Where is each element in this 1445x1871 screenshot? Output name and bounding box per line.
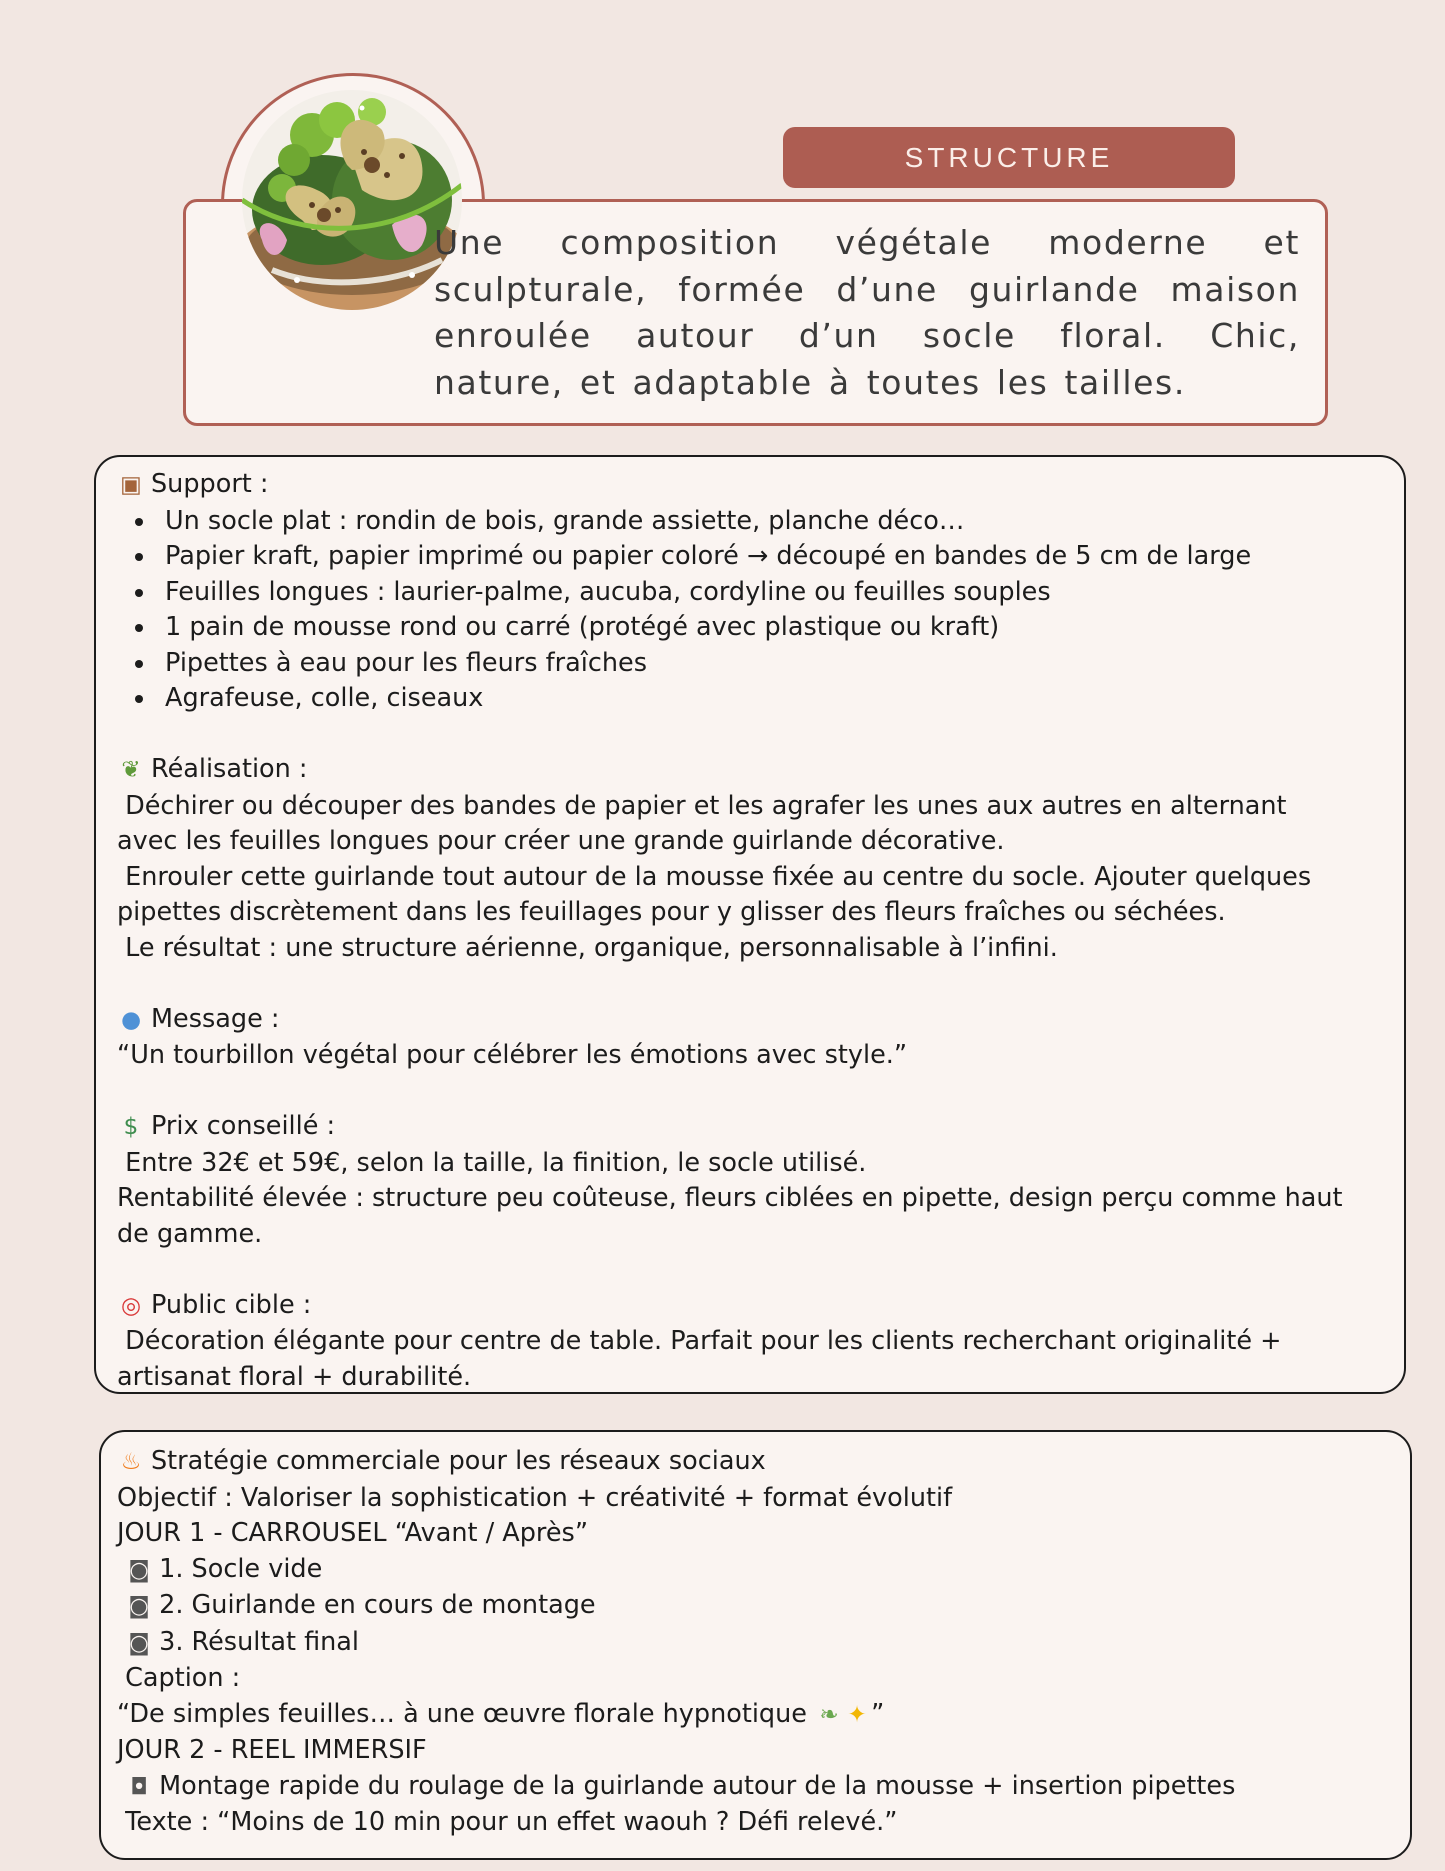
speech-bubble-icon: ● [120, 1006, 142, 1033]
structure-banner-label: STRUCTURE [904, 141, 1114, 173]
day1-heading: JOUR 1 - CARROUSEL “Avant / Après” [117, 1518, 589, 1548]
structure-banner [783, 127, 1235, 188]
video-camera-icon: ◘ [130, 1774, 148, 1800]
day1-item [117, 1552, 1396, 1589]
price-heading [117, 1109, 1390, 1146]
strategy-content [117, 1444, 1396, 1841]
sparkles-icon: ✦ [847, 1701, 867, 1728]
caption-end: ” [871, 1698, 885, 1729]
list-item: Feuilles longues : laurier-palme, aucuba, cordyline ou feuilles souples [117, 575, 1390, 611]
list-item: Papier kraft, papier imprimé ou papier coloré → découpé en bandes de 5 cm de large [117, 539, 1390, 575]
fire-icon: ♨ [120, 1449, 142, 1475]
message-title: Message : [151, 1003, 280, 1034]
caption-line [117, 1697, 1396, 1734]
floral-arrangement-illustration [242, 90, 462, 310]
price-title: Prix conseillé : [151, 1111, 336, 1141]
audience-line: artisanat floral + durabilité. [117, 1361, 472, 1392]
details-card [94, 455, 1406, 1394]
support-title: Support : [151, 469, 269, 499]
audience-line: Décoration élégante pour centre de table. Parfait pour les clients recherchant originalité + [117, 1326, 1282, 1356]
spacer [117, 1074, 1390, 1110]
support-list [117, 504, 1390, 717]
list-item: Agrafeuse, colle, ciseaux [117, 681, 1390, 717]
list-item: 1 pain de mousse rond ou carré (protégé avec plastique ou kraft) [117, 610, 1390, 646]
day2-text: Texte : “Moins de 10 min pour un effet waouh ? Défi relevé.” [117, 1807, 898, 1837]
realisation-line: Déchirer ou découper des bandes de papier et les agrafer les unes aux autres en alternant [117, 790, 1287, 821]
day2-item-label: Montage rapide du roulage de la guirlande autour de la mousse + insertion pipettes [159, 1770, 1236, 1801]
audience-heading [117, 1288, 1390, 1325]
strategy-heading [117, 1444, 1396, 1481]
day1-item [117, 1588, 1396, 1625]
day1-item-label: 2. Guirlande en cours de montage [159, 1590, 596, 1620]
floral-arrangement-photo [242, 90, 462, 310]
message-heading [117, 1002, 1390, 1039]
message-text: “Un tourbillon végétal pour célébrer les émotions avec style.” [117, 1040, 908, 1070]
package-icon: ▣ [120, 472, 142, 498]
day1-item-label: 3. Résultat final [159, 1626, 360, 1657]
camera-icon: ◙ [128, 1630, 150, 1656]
leaf-icon: ❧ [819, 1701, 839, 1728]
realisation-title: Réalisation : [151, 754, 308, 784]
support-heading [117, 467, 1390, 504]
intro-text: Une composition végétale moderne et sculpturale, formée d’une guirlande maison enroulée autour d’un socle floral. Chic, nature, et adaptable à toutes les tailles. [434, 223, 1300, 402]
money-icon: $ [123, 1114, 139, 1140]
spacer [117, 717, 1390, 753]
spacer [117, 966, 1390, 1002]
price-line: de gamme. [117, 1218, 263, 1249]
realisation-heading [117, 752, 1390, 789]
camera-icon: ◙ [128, 1557, 150, 1583]
herb-icon: ❦ [121, 757, 141, 783]
realisation-line: avec les feuilles longues pour créer une grande guirlande décorative. [117, 826, 1005, 856]
realisation-line: Le résultat : une structure aérienne, organique, personnalisable à l’infini. [117, 932, 1058, 963]
day1-item-label: 1. Socle vide [159, 1553, 323, 1584]
day2-heading: JOUR 2 - REEL IMMERSIF [117, 1735, 427, 1765]
price-line: Entre 32€ et 59€, selon la taille, la finition, le socle utilisé. [117, 1147, 867, 1178]
day1-item [117, 1625, 1396, 1662]
price-line: Rentabilité élevée : structure peu coûteuse, fleurs ciblées en pipette, design perçu comme haut [117, 1183, 1343, 1213]
day2-item [117, 1769, 1396, 1806]
audience-title: Public cible : [151, 1289, 312, 1320]
strategy-card [99, 1430, 1412, 1860]
caption-label: Caption : [117, 1663, 241, 1693]
caption-text: “De simples feuilles… à une œuvre florale hypnotique [117, 1698, 816, 1729]
camera-icon: ◙ [128, 1594, 150, 1619]
strategy-objective: Objectif : Valoriser la sophistication + créativité + format évolutif [117, 1482, 953, 1513]
list-item: Pipettes à eau pour les fleurs fraîches [117, 646, 1390, 682]
details-content [117, 467, 1390, 1395]
realisation-line: Enrouler cette guirlande tout autour de la mousse fixée au centre du socle. Ajouter quelques [117, 861, 1312, 892]
target-icon: ◎ [120, 1292, 142, 1319]
spacer [117, 1252, 1390, 1288]
strategy-title: Stratégie commerciale pour les réseaux sociaux [151, 1446, 766, 1476]
realisation-line: pipettes discrètement dans les feuillages pour y glisser des fleurs fraîches ou séchées. [117, 897, 1226, 927]
list-item: Un socle plat : rondin de bois, grande assiette, planche déco… [117, 504, 1390, 540]
